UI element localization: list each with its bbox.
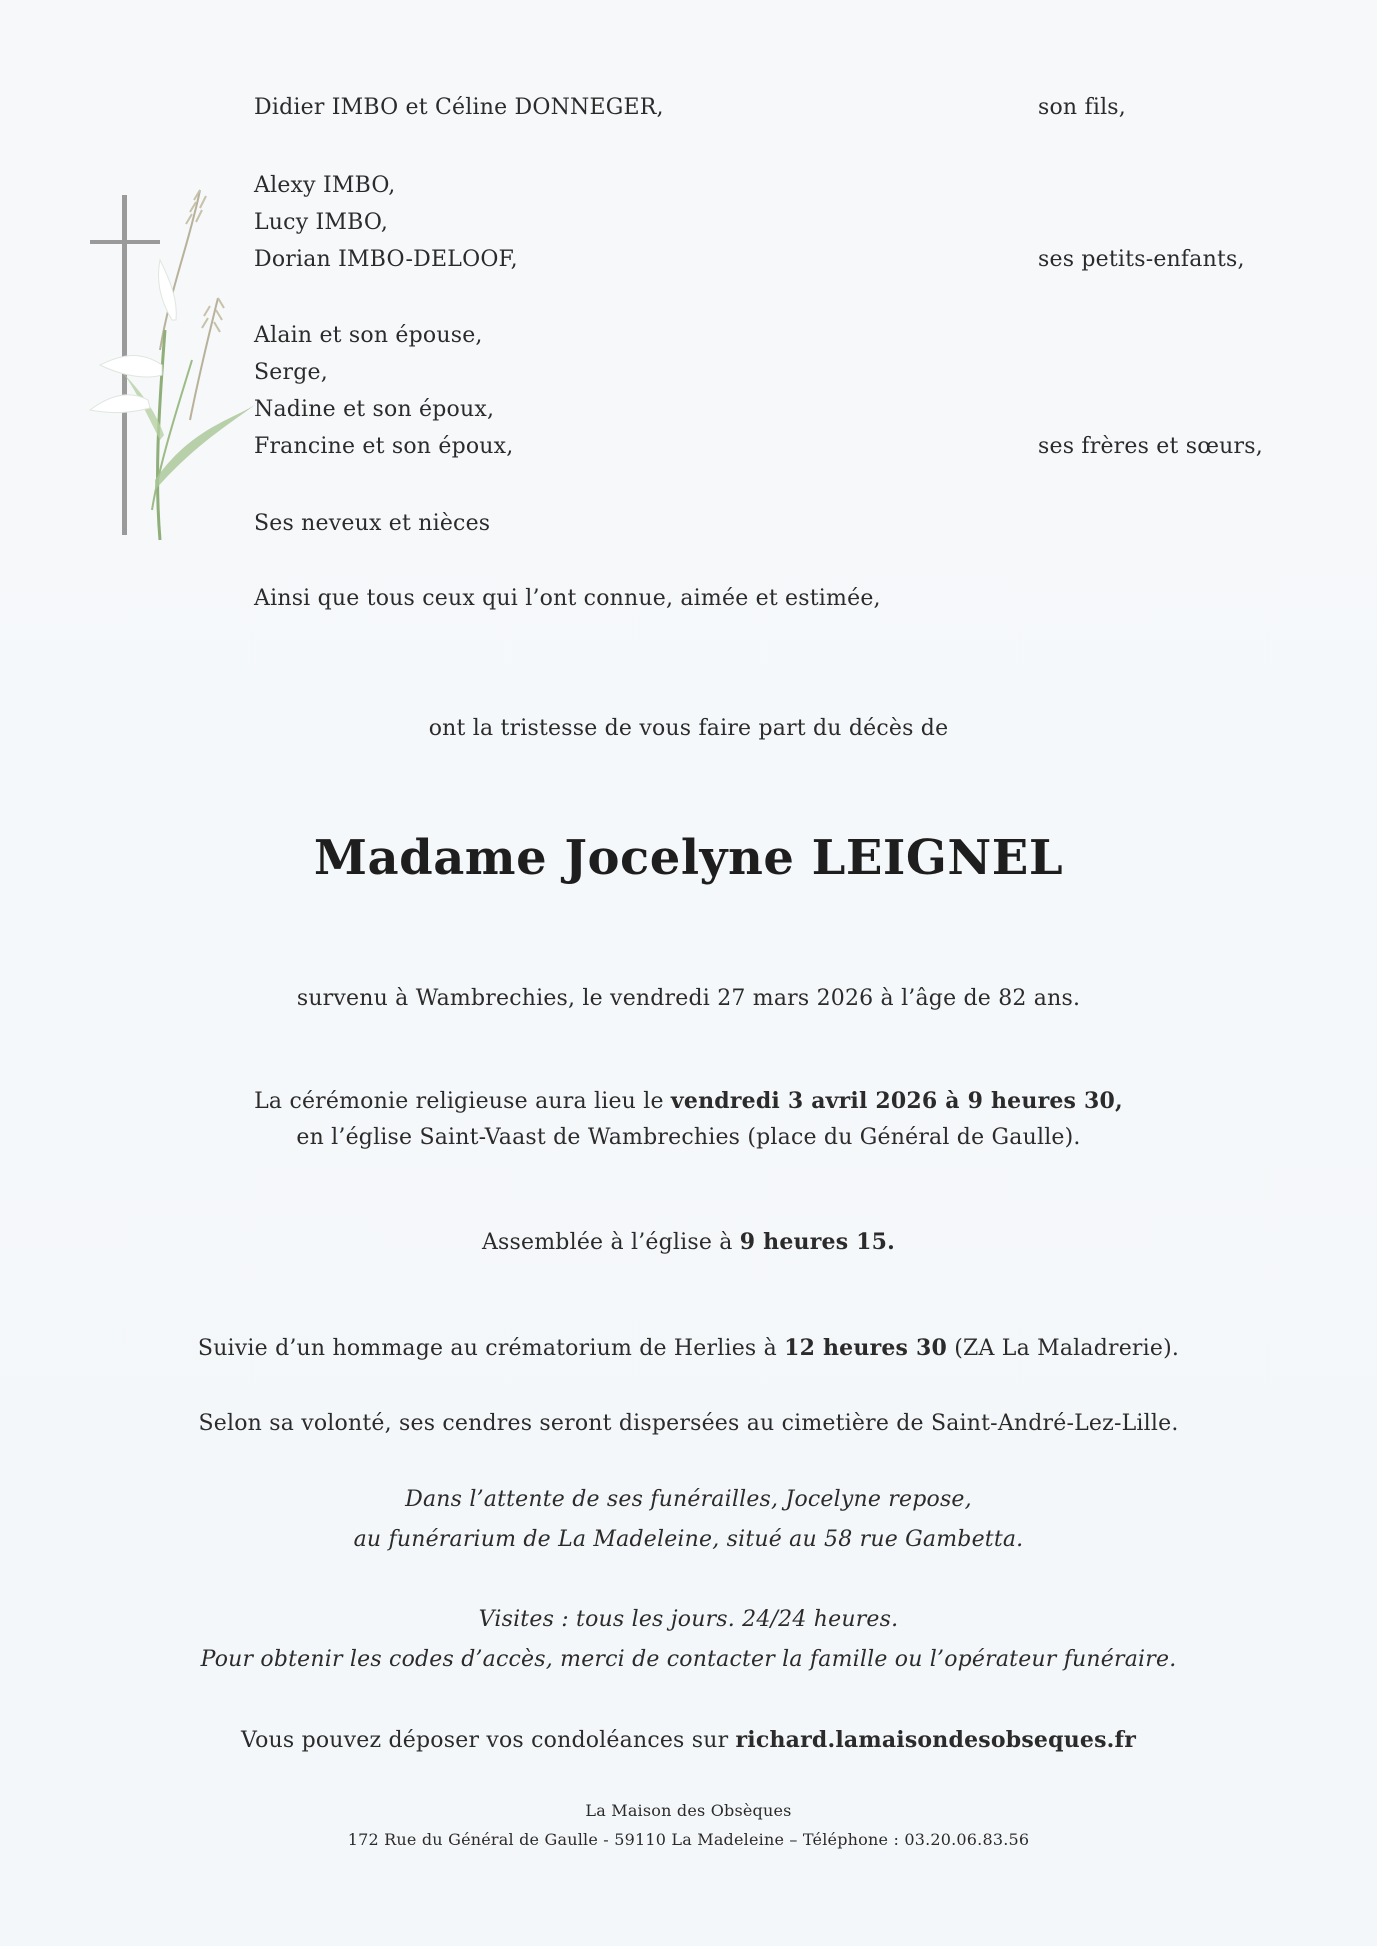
visits-line: Visites : tous les jours. 24/24 heures. bbox=[478, 1607, 899, 1632]
tribute-suffix: (ZA La Maladrerie). bbox=[947, 1336, 1180, 1361]
sibling-name: Serge, bbox=[254, 360, 328, 385]
ashes-line: Selon sa volonté, ses cendres seront dispersées au cimetière de Saint-André-Lez-Lille. bbox=[198, 1411, 1179, 1436]
tribute-prefix: Suivie d’un hommage au crématorium de Herlies à bbox=[197, 1336, 785, 1361]
ceremony-line-1 bbox=[0, 1087, 1377, 1116]
sibling-name: Francine et son époux, bbox=[254, 434, 514, 459]
condolences-prefix: Vous pouvez déposer vos condoléances sur bbox=[241, 1728, 736, 1753]
grandchild-name: Lucy IMBO, bbox=[254, 210, 389, 235]
death-info: survenu à Wambrechies, le vendredi 27 mars 2026 à l’âge de 82 ans. bbox=[296, 986, 1081, 1011]
ceremony-line-2: en l’église Saint-Vaast de Wambrechies (place du Général de Gaulle). bbox=[296, 1125, 1081, 1150]
nephews-line: Ses neveux et nièces bbox=[254, 511, 491, 536]
sibling-name: Nadine et son époux, bbox=[254, 397, 495, 422]
grandchild-name: Alexy IMBO, bbox=[254, 173, 396, 198]
assembly-line bbox=[0, 1228, 1377, 1257]
tribute-line bbox=[0, 1334, 1377, 1363]
sibling-name: Alain et son épouse, bbox=[254, 323, 483, 348]
son-names: Didier IMBO et Céline DONNEGER, bbox=[254, 95, 664, 120]
tribute-time: 12 heures 30 bbox=[784, 1335, 948, 1361]
deceased-name: Madame Jocelyne LEIGNEL bbox=[313, 830, 1064, 886]
grandchild-name: Dorian IMBO-DELOOF, bbox=[254, 247, 518, 272]
ceremony-date-time: vendredi 3 avril 2026 à 9 heures 30, bbox=[670, 1088, 1123, 1114]
cross-lily-decoration-icon bbox=[60, 180, 260, 560]
son-relation: son fils, bbox=[1038, 95, 1126, 120]
assembly-prefix: Assemblée à l’église à bbox=[481, 1230, 740, 1255]
assembly-time: 9 heures 15. bbox=[739, 1229, 896, 1255]
ceremony-prefix: La cérémonie religieuse aura lieu le bbox=[254, 1089, 671, 1114]
grandchildren-relation: ses petits-enfants, bbox=[1038, 247, 1245, 272]
others-line: Ainsi que tous ceux qui l’ont connue, aimée et estimée, bbox=[254, 586, 881, 611]
siblings-relation: ses frères et sœurs, bbox=[1038, 434, 1263, 459]
announcement-intro: ont la tristesse de vous faire part du décès de bbox=[428, 716, 949, 741]
visitation-line-2: au funérarium de La Madeleine, situé au 58 rue Gambetta. bbox=[353, 1527, 1024, 1552]
condolences-line bbox=[0, 1726, 1377, 1755]
footer-address: 172 Rue du Général de Gaulle - 59110 La Madeleine – Téléphone : 03.20.06.83.56 bbox=[347, 1830, 1030, 1849]
access-codes-line: Pour obtenir les codes d’accès, merci de contacter la famille ou l’opérateur funéraire. bbox=[200, 1647, 1177, 1672]
footer-company: La Maison des Obsèques bbox=[585, 1801, 792, 1820]
visitation-line-1: Dans l’attente de ses funérailles, Jocelyne repose, bbox=[405, 1487, 972, 1512]
condolences-website-link[interactable]: richard.lamaisondesobseques.fr bbox=[735, 1727, 1136, 1753]
